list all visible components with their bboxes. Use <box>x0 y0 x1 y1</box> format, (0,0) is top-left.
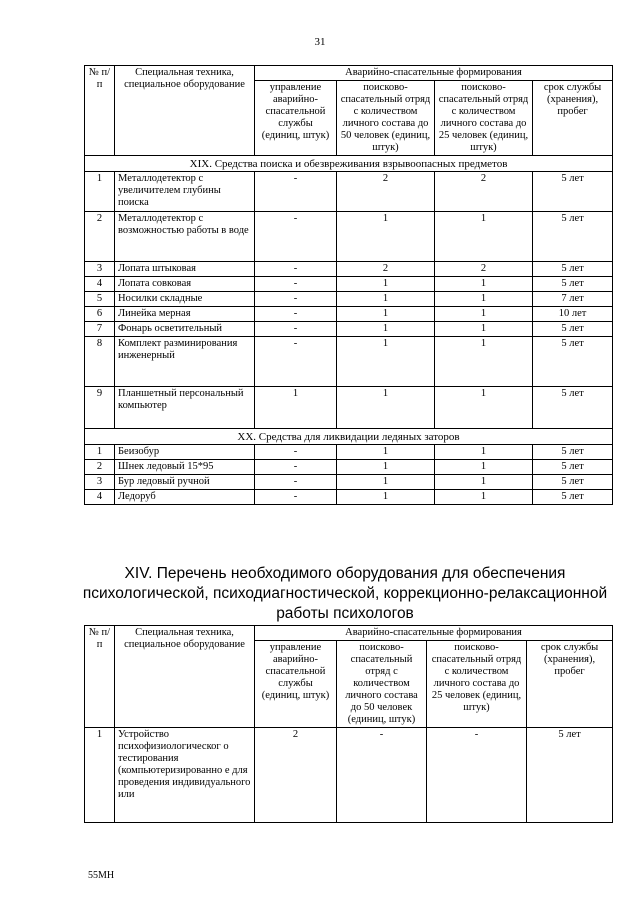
row-num: 3 <box>85 475 115 490</box>
row-num: 1 <box>85 728 115 823</box>
row-num: 1 <box>85 172 115 212</box>
row-num: 7 <box>85 322 115 337</box>
row-name: Планшетный персональный компьютер <box>115 387 255 429</box>
row-life: 5 лет <box>533 172 613 212</box>
row-name <box>115 728 255 823</box>
header-life: срок службы (хранения), пробег <box>527 641 613 728</box>
footer-code: 55МН <box>88 870 115 881</box>
row-name-text: Устройство психофизиологическог о тестирования (компьютеризированно е для проведения индивидуального или <box>118 729 251 800</box>
row-team50: 1 <box>337 307 435 322</box>
header-equipment: Специальная техника, специальное оборудование <box>115 66 255 156</box>
row-mgmt: - <box>255 460 337 475</box>
row-num: 4 <box>85 490 115 505</box>
row-mgmt: - <box>255 322 337 337</box>
row-name: Лопата штыковая <box>115 262 255 277</box>
row-num: 5 <box>85 292 115 307</box>
table-row <box>85 307 613 322</box>
row-mgmt: - <box>255 337 337 387</box>
row-mgmt: - <box>255 292 337 307</box>
row-team50: 1 <box>337 292 435 307</box>
row-team25: 1 <box>435 475 533 490</box>
section-title: XIX. Средства поиска и обезвреживания взрывоопасных предметов <box>85 156 613 172</box>
row-team25: 2 <box>435 172 533 212</box>
row-name: Линейка мерная <box>115 307 255 322</box>
row-num: 8 <box>85 337 115 387</box>
equipment-table-1 <box>84 65 613 505</box>
row-num: 4 <box>85 277 115 292</box>
row-team50: 1 <box>337 445 435 460</box>
table-row <box>85 212 613 262</box>
row-name: Металлодетектор с увеличителем глубины поиска <box>115 172 255 212</box>
row-name: Металлодетектор с возможностью работы в воде <box>115 212 255 262</box>
row-mgmt: - <box>255 212 337 262</box>
header-num: № п/п <box>85 66 115 156</box>
header-group: Аварийно-спасательные формирования <box>255 626 613 641</box>
row-name: Лопата совковая <box>115 277 255 292</box>
row-team25: 2 <box>435 262 533 277</box>
table-row <box>85 445 613 460</box>
row-mgmt: - <box>255 262 337 277</box>
row-life: 5 лет <box>533 387 613 429</box>
header-life: срок службы (хранения), пробег <box>533 81 613 156</box>
row-team25: 1 <box>435 490 533 505</box>
row-num: 2 <box>85 460 115 475</box>
row-num: 2 <box>85 212 115 262</box>
row-team50: 1 <box>337 387 435 429</box>
row-life: 5 лет <box>533 490 613 505</box>
row-life: 5 лет <box>533 277 613 292</box>
page-number: 31 <box>314 36 326 48</box>
header-mgmt: управление аварийно-спасательной службы (единиц, штук) <box>255 81 337 156</box>
row-team25: 1 <box>435 322 533 337</box>
table-row <box>85 292 613 307</box>
table-row <box>85 387 613 429</box>
row-mgmt: - <box>255 490 337 505</box>
section-title: XX. Средства для ликвидации ледяных заторов <box>85 429 613 445</box>
row-team50: 1 <box>337 212 435 262</box>
row-team50: 1 <box>337 460 435 475</box>
row-team25: 1 <box>435 277 533 292</box>
row-team25: 1 <box>435 387 533 429</box>
table-row <box>85 337 613 387</box>
row-mgmt: - <box>255 475 337 490</box>
table-row <box>85 172 613 212</box>
row-name: Носилки складные <box>115 292 255 307</box>
row-team50: 2 <box>337 262 435 277</box>
row-team50: 1 <box>337 475 435 490</box>
row-team50: 1 <box>337 490 435 505</box>
row-life: 5 лет <box>533 445 613 460</box>
equipment-table-2 <box>84 625 613 823</box>
row-num: 6 <box>85 307 115 322</box>
row-name: Бур ледовый ручной <box>115 475 255 490</box>
row-life: 7 лет <box>533 292 613 307</box>
header-team25: поисково-спасательный отряд с количеством личного состава до 25 человек (единиц, штук) <box>427 641 527 728</box>
row-mgmt: - <box>255 445 337 460</box>
row-life: 5 лет <box>533 337 613 387</box>
header-team50: поисково-спасательный отряд с количеством личного состава до 50 человек (единиц, штук) <box>337 641 427 728</box>
row-life: 5 лет <box>533 262 613 277</box>
row-team50: - <box>337 728 427 823</box>
table-row <box>85 262 613 277</box>
header-num: № п/п <box>85 626 115 728</box>
row-team50: 2 <box>337 172 435 212</box>
row-team25: 1 <box>435 212 533 262</box>
row-name: Беизобур <box>115 445 255 460</box>
row-team50: 1 <box>337 337 435 387</box>
row-mgmt: - <box>255 277 337 292</box>
table-row <box>85 277 613 292</box>
row-name: Ледоруб <box>115 490 255 505</box>
row-team25: 1 <box>435 337 533 387</box>
table-row <box>85 475 613 490</box>
row-life: 10 лет <box>533 307 613 322</box>
row-num: 1 <box>85 445 115 460</box>
table-row <box>85 460 613 475</box>
table-row <box>85 728 613 823</box>
row-name: Шнек ледовый 15*95 <box>115 460 255 475</box>
row-life: 5 лет <box>527 728 613 823</box>
row-mgmt: 2 <box>255 728 337 823</box>
table-row <box>85 322 613 337</box>
header-equipment: Специальная техника, специальное оборудование <box>115 626 255 728</box>
row-name: Фонарь осветительный <box>115 322 255 337</box>
row-life: 5 лет <box>533 475 613 490</box>
row-team50: 1 <box>337 322 435 337</box>
row-team50: 1 <box>337 277 435 292</box>
row-mgmt: - <box>255 172 337 212</box>
row-team25: 1 <box>435 307 533 322</box>
row-mgmt: 1 <box>255 387 337 429</box>
section-heading: XIV. Перечень необходимого оборудования для обеспечения психологической, психодиагностической, коррекционно-релаксационной работы психологов <box>82 565 608 622</box>
header-team25: поисково-спасательный отряд с количеством личного состава до 25 человек (единиц, штук) <box>435 81 533 156</box>
header-group: Аварийно-спасательные формирования <box>255 66 613 81</box>
row-life: 5 лет <box>533 322 613 337</box>
row-mgmt: - <box>255 307 337 322</box>
row-team25: 1 <box>435 445 533 460</box>
row-team25: 1 <box>435 292 533 307</box>
row-name: Комплект разминирования инженерный <box>115 337 255 387</box>
row-num: 3 <box>85 262 115 277</box>
row-life: 5 лет <box>533 460 613 475</box>
row-num: 9 <box>85 387 115 429</box>
row-team25: 1 <box>435 460 533 475</box>
row-life: 5 лет <box>533 212 613 262</box>
header-mgmt: управление аварийно-спасательной службы (единиц, штук) <box>255 641 337 728</box>
table-row <box>85 490 613 505</box>
header-team50: поисково-спасательный отряд с количеством личного состава до 50 человек (единиц, штук) <box>337 81 435 156</box>
row-team25: - <box>427 728 527 823</box>
